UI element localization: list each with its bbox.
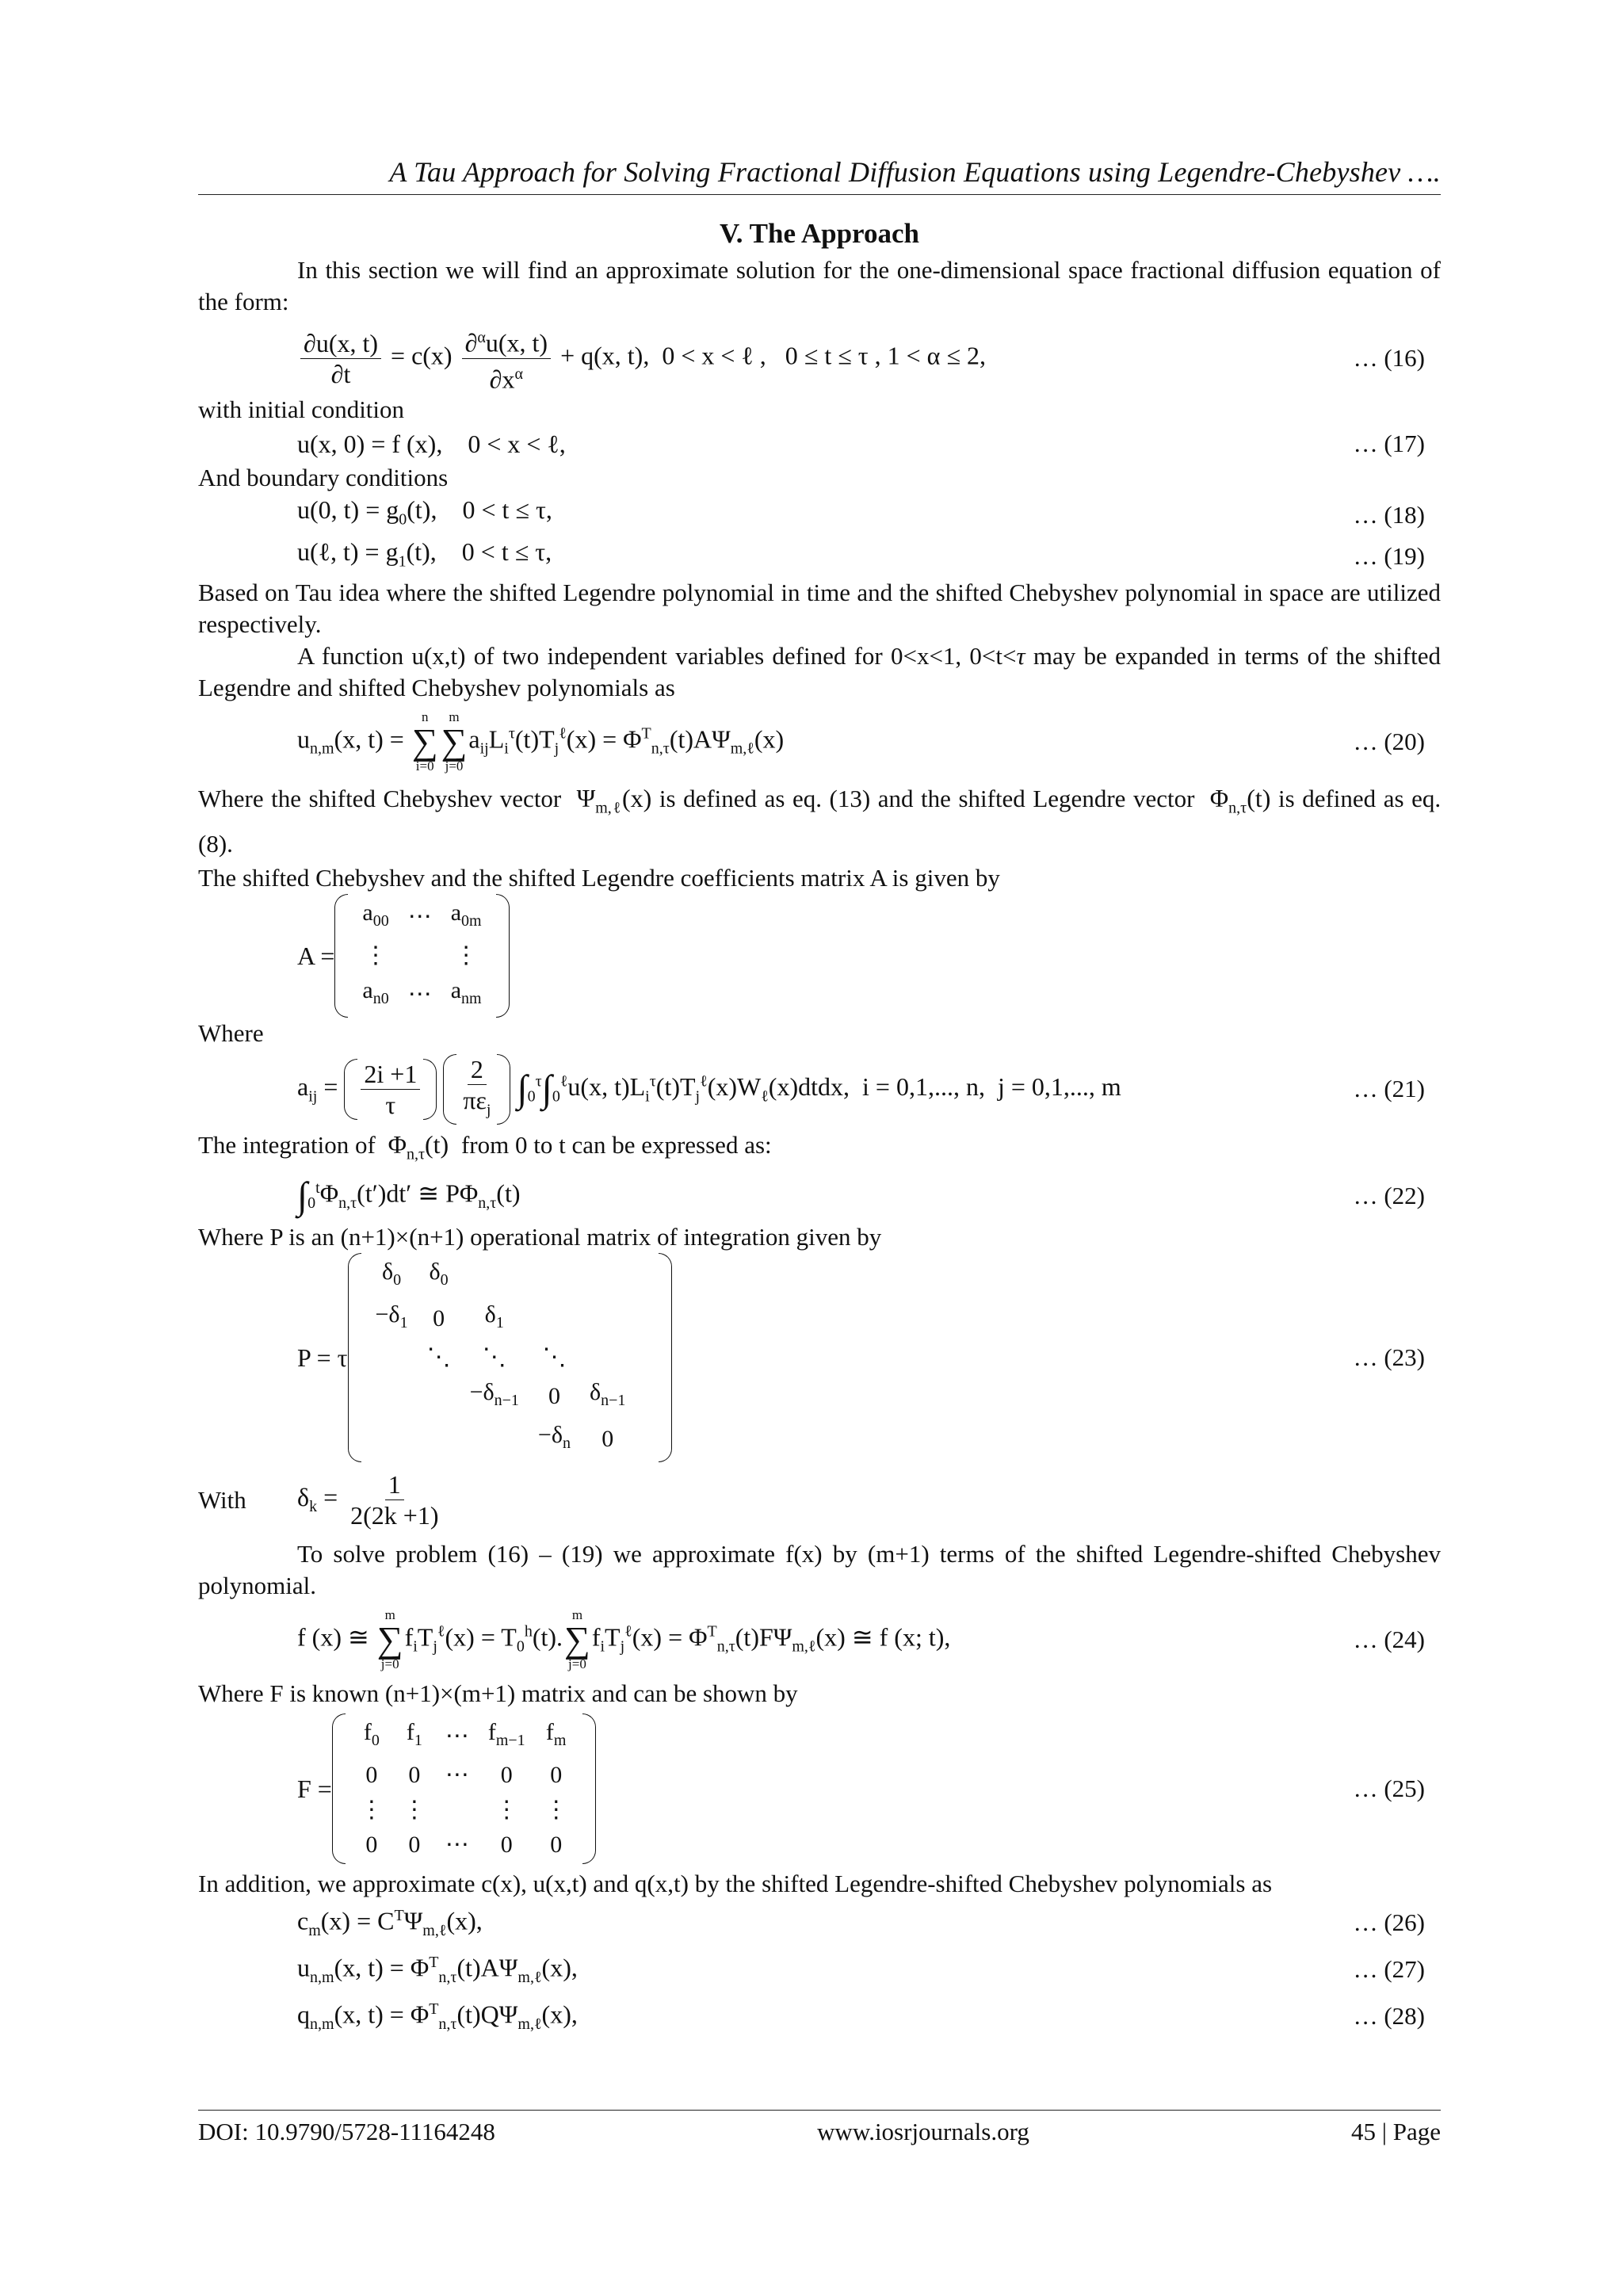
equation-23: P = τ $\delta_0$ $\delta_0$ $-\delta_1$ 0 $\delta_1$ ⋱ ⋱ ⋱ $-\delta_{n-1}$ 0 $\delta_{n-1}$ $-\delta_n$ 0 … (23) <box>198 1253 1441 1462</box>
matrix-A-equation: A = $a_{00}$ ⋯ $a_{0m}$ ⋮ ⋮ $a_{n0}$ ⋯ $a_{nm}$ <box>198 894 1441 1018</box>
vectors-text-c: is defined as eq. (8). <box>198 785 1442 858</box>
paragraph-vectors: Where the shifted Chebyshev vector $\Psi_{m,\ell}(x)$ is defined as eq. (13) and the shifted Legendre vector $\Phi_{n,\tau}(t)$ is defined as eq. (8). <box>198 784 1442 858</box>
vectors-text-b: is defined as eq. (13) and the shifted Legendre vector <box>659 785 1195 813</box>
equation-number: … (18) <box>1353 500 1425 529</box>
paragraph-where-f: Where F is known (n+1)×(m+1) matrix and can be shown by <box>198 1679 798 1707</box>
expansion-text-a: A function u(x,t) of two independent variables defined for 0<x<1, 0<t< <box>297 642 1017 670</box>
with-label: With <box>198 1485 246 1514</box>
paragraph-coef-matrix: The shifted Chebyshev and the shifted Legendre coefficients matrix A is given by <box>198 864 1000 892</box>
footer-page-number: 45 | Page <box>1351 2118 1441 2145</box>
equation-22: $\int_0^t\Phi_{n,\tau}(t')dt'$ ≅ $P\Phi_{n,\tau}(t)$ … (22) <box>297 1175 1425 1217</box>
paragraph-integration: The integration of $\Phi_{n,\tau}(t)$ from 0 to t can be expressed as: <box>198 1130 772 1163</box>
equation-26: $c_m(x) = C^T\Psi_{m,\ell}(x)$, … (26) <box>297 1906 1425 1939</box>
equation-number: … (19) <box>1353 541 1425 570</box>
paragraph-intro: In this section we will find an approximate solution for the one-dimensional space fractional diffusion equation of the form: <box>198 256 1441 315</box>
equation-number: … (24) <box>1353 1625 1425 1653</box>
integration-text-b: from 0 to t can be expressed as: <box>460 1131 772 1159</box>
paragraph-initial: with initial condition <box>198 395 405 424</box>
equation-number: … (22) <box>1353 1181 1425 1209</box>
equation-number: … (20) <box>1353 728 1425 756</box>
matrix-P: $\delta_0$ $\delta_0$ $-\delta_1$ 0 $\delta_1$ ⋱ ⋱ ⋱ $-\delta_{n-1}$ 0 $\delta_{n-1}$ $-\delta_n$ 0 <box>348 1253 673 1462</box>
matrix-F: $f_0$ $f_1$ ⋯ $f_{m-1}$ $f_m$ 0 0 ⋯ 0 0 ⋮ ⋮ ⋮ ⋮ 0 0 ⋯ 0 0 <box>332 1713 596 1864</box>
equation-number: … (26) <box>1353 1908 1425 1937</box>
header-rule <box>198 194 1441 195</box>
equation-27: $u_{n,m}(x$, $t) = \Phi^T_{n,\tau}(t)A\Psi_{m,\ell}(x)$, … (27) <box>297 1953 1425 1986</box>
equation-28: $q_{n,m}(x$, $t) = \Phi^T_{n,\tau}(t)Q\Psi_{m,\ell}(x)$, … (28) <box>297 2000 1425 2034</box>
equation-21: $a_{ij}$ = $\frac{2i +1}{\tau}$ $\frac{2}{\pi\varepsilon_j}$ $\int_0^\tau\int_0^\ell u(x$, $t)L_i^\tau(t)T_j^\ell(x)W_\ell(x)dtdx$, i = 0,1,..., n, j = 0,1,..., m … (21) <box>198 1049 1441 1129</box>
paragraph-boundary: And boundary conditions <box>198 464 449 492</box>
equation-24: f (x) ≅ m ∑ j=0 $f_iT_j^\ell(x) = T_0^h(t)$. m ∑ j=0 $f_iT_j^\ell(x) = \Phi^T_{n,\tau}(t)F\Psi_{m,\ell}(x)$ ≅ f (x; t), … (24) <box>297 1606 1425 1671</box>
expansion-tau: τ <box>1016 642 1025 670</box>
footer-rule <box>198 2110 1441 2111</box>
equation-number: … (21) <box>1353 1075 1425 1103</box>
footer-doi: DOI: 10.9790/5728-11164248 <box>198 2118 495 2145</box>
vectors-text-a: Where the shifted Chebyshev vector <box>198 785 562 813</box>
equation-number: … (28) <box>1353 2002 1425 2030</box>
paragraph-addition: In addition, we approximate c(x), u(x,t) and q(x,t) by the shifted Legendre-shifted Chebyshev polynomials as <box>198 1869 1273 1897</box>
equation-number: … (16) <box>1353 344 1425 372</box>
running-title: A Tau Approach for Solving Fractional Diffusion Equations using Legendre-Chebyshev …. <box>389 156 1441 188</box>
equation-number: … (17) <box>1353 430 1425 458</box>
equation-number: … (27) <box>1353 1955 1425 1984</box>
footer <box>198 2118 1441 2146</box>
equation-17: u(x, 0) = f (x), 0 < x < ℓ, … (17) <box>297 430 1425 459</box>
equation-20: $u_{n,m}(x$, t) = n ∑ i=0 m ∑ j=0 $a_{ij}L_i^\tau(t)T_j^\ell(x) = \Phi^T_{n,\tau}(t)A\Psi_{m,\ell}(x)$ … (20) <box>297 709 1425 774</box>
equation-19: u(ℓ, $t) = g_1(t)$, 0 < t ≤ τ, … (19) <box>198 536 1441 577</box>
paragraph-solve: To solve problem (16) – (19) we approximate f(x) by (m+1) terms of the shifted Legendre-shifted Chebyshev polynomial. <box>198 1539 1441 1599</box>
main-content <box>198 218 1441 2040</box>
matrix-A: $a_{00}$ ⋯ $a_{0m}$ ⋮ ⋮ $a_{n0}$ ⋯ $a_{nm}$ <box>334 894 509 1018</box>
equation-number: … (25) <box>1353 1774 1425 1802</box>
equation-25: F = $f_0$ $f_1$ ⋯ $f_{m-1}$ $f_m$ 0 0 ⋯ 0 0 ⋮ ⋮ ⋮ ⋮ 0 0 ⋯ 0 0 … (25) <box>198 1710 1441 1868</box>
equation-18: u(0, $t) = g_0(t)$, 0 < t ≤ τ, … (18) <box>198 494 1441 535</box>
expansion-text-b: may be expanded in terms of the shifted Legendre and shifted Chebyshev polynomials as <box>198 642 1442 702</box>
footer-site-link[interactable]: www.iosrjournals.org <box>817 2118 1029 2145</box>
section-title: V. The Approach <box>720 218 919 249</box>
paragraph-where-p: Where P is an (n+1)×(n+1) operational matrix of integration given by <box>198 1222 882 1251</box>
paragraph-tau-idea: Based on Tau idea where the shifted Legendre polynomial in time and the shifted Chebyshev polynomial in space are utilized respectively. <box>198 579 1441 639</box>
paragraph-expansion <box>198 640 1441 704</box>
equation-number: … (23) <box>1353 1343 1425 1371</box>
equation-16: $\frac{\partial u(x, t)}{\partial t}$ = c(x) $\frac{\partial^\alpha u(x, t)}{\partial x^\alpha}$ + q(x, t), 0 < x < ℓ , 0 ≤ t ≤ τ , 1 < α ≤ 2, … (16) <box>198 323 1441 394</box>
paragraph-where: Where <box>198 1019 264 1048</box>
delta-definition: With $\delta_k$ = $\frac{1}{2(2k +1)}$ <box>198 1470 439 1530</box>
integration-text-a: The integration of <box>198 1131 376 1159</box>
